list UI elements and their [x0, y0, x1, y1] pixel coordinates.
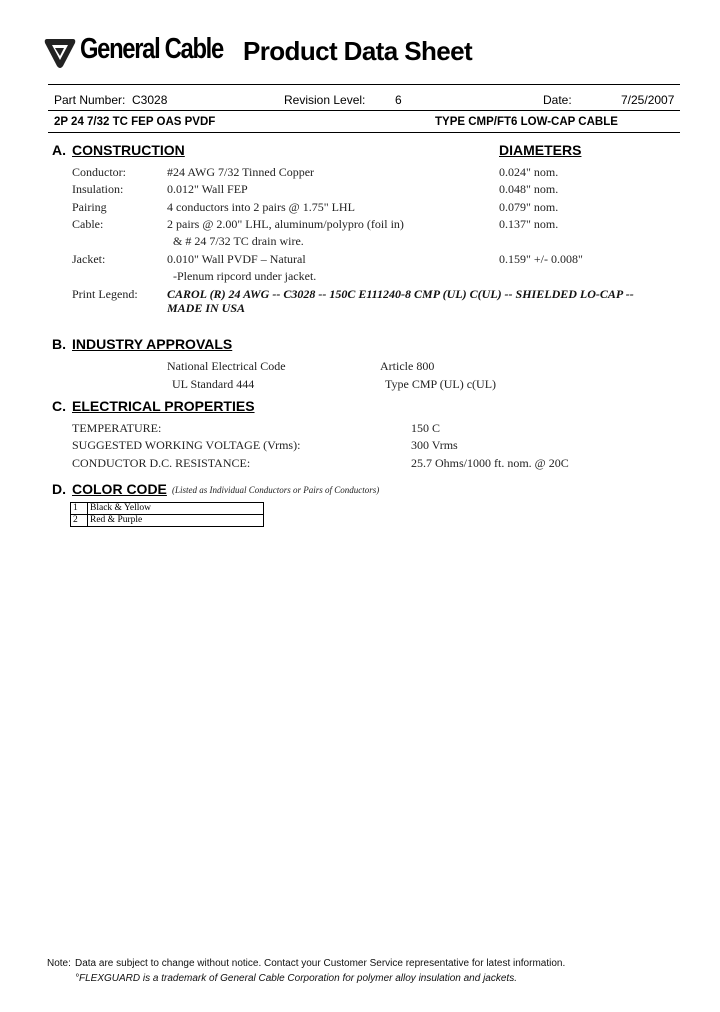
section-title-diameters: DIAMETERS: [499, 142, 582, 158]
diameter-value: 0.024" nom.: [499, 165, 559, 179]
section-title-approvals: INDUSTRY APPROVALS: [72, 336, 233, 352]
section-letter-a: A.: [52, 142, 66, 158]
table-row: [71, 515, 264, 527]
construction-label: Jacket:: [72, 252, 106, 266]
construction-label: Conductor:: [72, 165, 126, 179]
footer-note-text: Data are subject to change without notice. Contact your Customer Service representative for latest information.: [75, 958, 566, 969]
section-title-electrical: ELECTRICAL PROPERTIES: [72, 398, 255, 414]
construction-label: Pairing: [72, 200, 107, 214]
part-number-value: C3028: [132, 93, 168, 107]
date-value: 7/25/2007: [621, 93, 675, 107]
construction-value: -Plenum ripcord under jacket.: [167, 269, 317, 283]
revision-value: 6: [395, 93, 402, 107]
construction-label: Cable:: [72, 217, 104, 231]
approval-value: Article 800: [380, 359, 435, 373]
cable-type: TYPE CMP/FT6 LOW-CAP CABLE: [435, 116, 618, 128]
electrical-property-value: 150 C: [411, 421, 441, 435]
date-label: Date:: [543, 93, 572, 107]
print-legend-label: Print Legend:: [72, 287, 138, 301]
construction-value: 0.012" Wall FEP: [167, 182, 248, 196]
construction-value: 4 conductors into 2 pairs @ 1.75" LHL: [167, 200, 355, 214]
meta-divider: [48, 110, 680, 111]
page-title: Product Data Sheet: [243, 36, 473, 66]
electrical-property-name: TEMPERATURE:: [72, 421, 162, 435]
color-code-note: (Listed as Individual Conductors or Pairs of Conductors): [172, 485, 380, 495]
approval-name: National Electrical Code: [167, 359, 286, 373]
section-title-construction: CONSTRUCTION: [72, 142, 185, 158]
diameter-value: 0.159" +/- 0.008": [499, 252, 583, 266]
diameter-value: 0.137" nom.: [499, 217, 559, 231]
revision-label: Revision Level:: [284, 93, 366, 107]
print-legend-text-cont: MADE IN USA: [167, 301, 246, 315]
approval-name: UL Standard 444: [172, 377, 255, 391]
print-legend-text: CAROL (R) 24 AWG -- C3028 -- 150C E111240-8 CMP (UL) C(UL) -- SHIELDED LO-CAP --: [167, 287, 634, 301]
general-cable-logo-icon: [43, 35, 77, 69]
color-code-colors: Black & Yellow: [88, 503, 264, 515]
section-letter-c: C.: [52, 398, 66, 414]
section-title-color-code: COLOR CODE: [72, 481, 167, 497]
construction-value: 2 pairs @ 2.00" LHL, aluminum/polypro (foil in): [167, 217, 404, 231]
diameter-value: 0.079" nom.: [499, 200, 559, 214]
color-code-colors: Red & Purple: [88, 515, 264, 527]
footer-note-label: Note:: [47, 958, 71, 969]
header-divider: [48, 84, 680, 85]
electrical-property-value: 300 Vrms: [411, 438, 458, 452]
electrical-property-name: CONDUCTOR D.C. RESISTANCE:: [72, 456, 251, 470]
part-number-label: Part Number:: [54, 93, 126, 107]
electrical-property-value: 25.7 Ohms/1000 ft. nom. @ 20C: [411, 456, 569, 470]
section-letter-d: D.: [52, 481, 66, 497]
section-letter-b: B.: [52, 336, 66, 352]
table-row: [71, 503, 264, 515]
diameter-value: 0.048" nom.: [499, 182, 559, 196]
construction-value: 0.010" Wall PVDF – Natural: [167, 252, 306, 266]
approval-value: Type CMP (UL) c(UL): [385, 377, 497, 391]
subtitle-divider: [48, 132, 680, 133]
cable-code: 2P 24 7/32 TC FEP OAS PVDF: [54, 116, 216, 128]
color-code-number: 1: [71, 503, 88, 515]
logo-text: General Cable: [80, 33, 223, 65]
construction-label: Insulation:: [72, 182, 124, 196]
electrical-property-name: SUGGESTED WORKING VOLTAGE (Vrms):: [72, 438, 301, 452]
footer-trademark: °FLEXGUARD is a trademark of General Cable Corporation for polymer alloy insulation and jackets.: [75, 973, 517, 984]
color-code-number: 2: [71, 515, 88, 527]
color-code-table: [70, 502, 264, 527]
construction-value: #24 AWG 7/32 Tinned Copper: [167, 165, 315, 179]
construction-value: & # 24 7/32 TC drain wire.: [167, 234, 304, 248]
